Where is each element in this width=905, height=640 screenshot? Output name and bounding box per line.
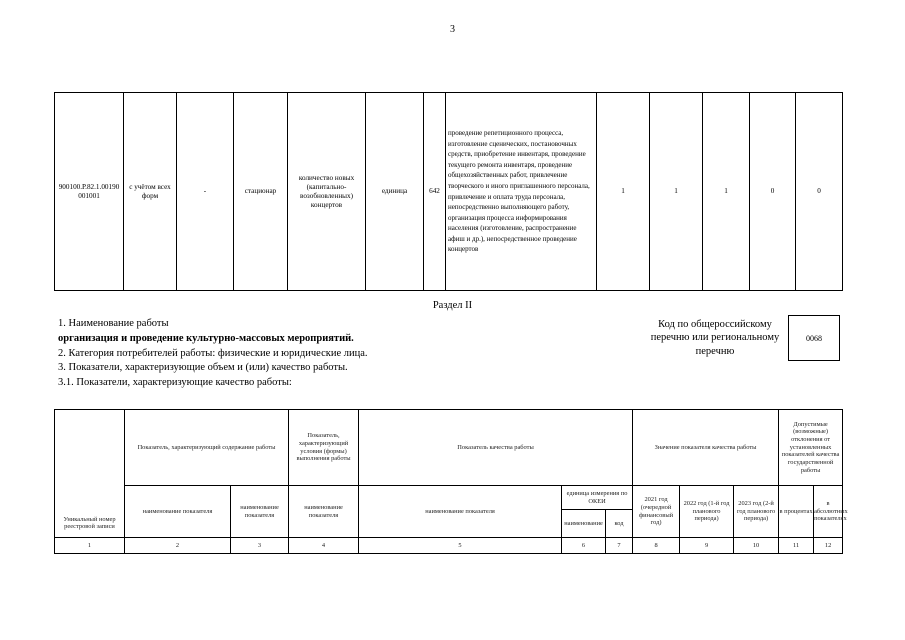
table-work-volume <box>54 92 843 291</box>
column-number: 9 <box>680 538 734 554</box>
column-number: 8 <box>633 538 680 554</box>
header-2023: 2023 год (2-й год планового периода) <box>734 486 779 538</box>
work-name-value: организация и проведение культурно-массовых мероприятий. <box>58 332 354 344</box>
header-absolute: в абсолютных показателях <box>814 486 843 538</box>
header-quality: Показатель качества работы <box>359 410 633 486</box>
header-indicator-name: наименование показателя <box>231 486 289 538</box>
column-number: 5 <box>359 538 562 554</box>
table-row <box>55 93 843 291</box>
header-okei: единица измерения по ОКЕИ <box>562 486 633 510</box>
column-number: 12 <box>814 538 843 554</box>
header-deviation: Допустимые (возможные) отклонения от установленных показателей качества государственной работы <box>779 410 843 486</box>
header-indicator-name: наименование показателя <box>359 486 562 538</box>
column-numbers-row <box>55 538 843 554</box>
column-number: 10 <box>734 538 779 554</box>
registry-number-cell: 900100.Р.82.1.00190 001001 <box>55 93 124 291</box>
page-number: 3 <box>450 24 455 35</box>
header-percent: в процентах <box>779 486 814 538</box>
quality-indicators-heading: 3.1. Показатели, характеризующие качество работы: <box>58 377 292 389</box>
header-condition: Показатель, характеризующий условия (формы) выполнения работы <box>289 410 359 486</box>
column-number: 11 <box>779 538 814 554</box>
section-description <box>58 317 368 391</box>
header-values: Значение показателя качества работы <box>633 410 779 486</box>
header-okei-code: код <box>606 510 633 538</box>
registry-code-label: Код по общероссийскому перечню или региональному перечню <box>650 319 780 357</box>
condition-cell: стационар <box>234 93 288 291</box>
description-cell: проведение репетиционного процесса, изготовление сценических, постановочных средств, приобретение инвентаря, проведение текущего ремонта инвентаря, проведение общехозяйственных работ, привлечение творческого и иного приглашенного персонала, привлечение и оплата труда персонала, непосредственно выполняющего работу, организация процесса информирования населения (изготовление, распространение афиш и др.), непосредственное проведение концертов <box>446 93 597 291</box>
header-2022: 2022 год (1-й год планового периода) <box>680 486 734 538</box>
deviation-percent-cell: 0 <box>750 93 796 291</box>
table-header-row <box>55 486 843 510</box>
header-okei-name: наименование <box>562 510 606 538</box>
column-number: 7 <box>606 538 633 554</box>
work-name-label: 1. Наименование работы <box>58 318 169 329</box>
table-header-row <box>55 410 843 486</box>
table-quality-indicators <box>54 409 848 554</box>
value-2023-cell: 1 <box>703 93 750 291</box>
unit-name-cell: единица <box>366 93 424 291</box>
value-2022-cell: 1 <box>650 93 703 291</box>
content-cell-1: с учётом всех форм <box>124 93 177 291</box>
column-number: 4 <box>289 538 359 554</box>
indicator-name-cell: количество новых (капитально-возобновленных) концертов <box>288 93 366 291</box>
column-number: 3 <box>231 538 289 554</box>
registry-code-box: 0068 <box>788 315 840 361</box>
header-content: Показатель, характеризующий содержание работы <box>125 410 289 486</box>
consumer-category: 2. Категория потребителей работы: физические и юридические лица. <box>58 347 368 359</box>
header-indicator-name: наименование показателя <box>125 486 231 538</box>
section-title: Раздел II <box>432 300 473 311</box>
column-number: 6 <box>562 538 606 554</box>
unit-code-cell: 642 <box>424 93 446 291</box>
header-indicator-name: наименование показателя <box>289 486 359 538</box>
value-2021-cell: 1 <box>597 93 650 291</box>
indicators-heading: 3. Показатели, характеризующие объем и (или) качество работы. <box>58 362 348 374</box>
column-number: 2 <box>125 538 231 554</box>
header-registry: Уникальный номер реестровой записи <box>55 410 125 538</box>
content-cell-2: - <box>177 93 234 291</box>
header-2021: 2021 год (очередной финансовый год) <box>633 486 680 538</box>
deviation-absolute-cell: 0 <box>796 93 843 291</box>
column-number: 1 <box>55 538 125 554</box>
